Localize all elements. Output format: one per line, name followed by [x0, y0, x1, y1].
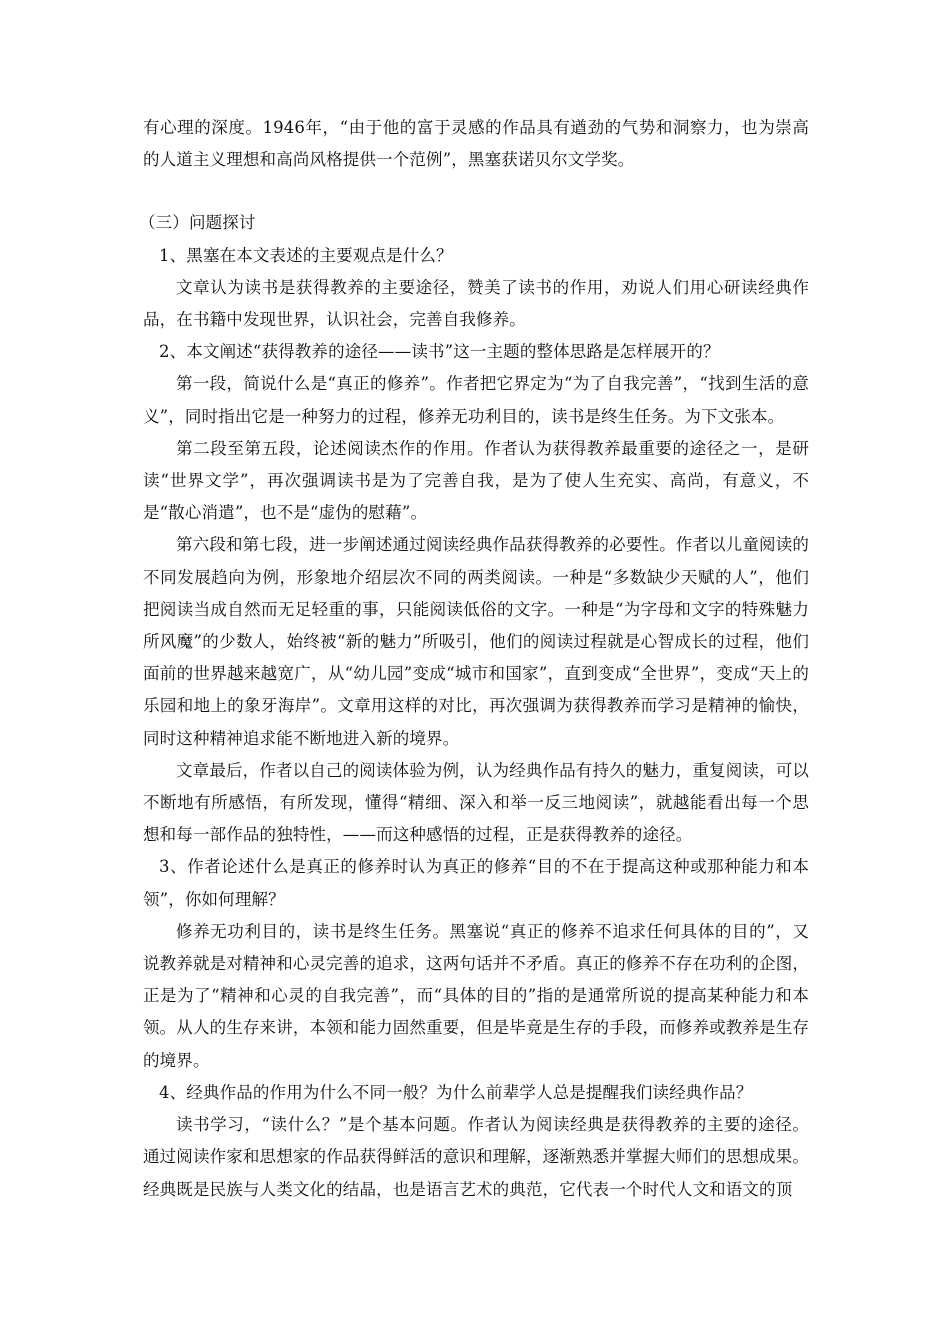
document-page: [139, 112, 809, 1206]
intro-paragraph: 有心理的深度。1946年，“由于他的富于灵感的作品具有遒劲的气势和洞察力，也为崇高的人道主义理想和高尚风格提供一个范例”，黑塞获诺贝尔文学奖。: [143, 118, 809, 170]
answer-3-paragraph: 修养无功利目的，读书是终生任务。黑塞说“真正的修养不追求任何具体的目的”，又说教养就是对精神和心灵完善的追求，这两句话并不矛盾。真正的修养不存在功利的企图，正是为了“精神和心灵的自我完善”，而“具体的目的”指的是通常所说的提高某种能力和本领。从人的生存来讲，本领和能力固然重要，但是毕竟是生存的手段，而修养或教养是生存的境界。: [143, 921, 809, 1070]
answer-2-paragraph-1: 第一段，简说什么是“真正的修养”。作者把它界定为“为了自我完善”，“找到生活的意义”，同时指出它是一种努力的过程，修养无功利目的，读书是终生任务。为下文张本。: [143, 374, 809, 426]
question-4: 4、经典作品的作用为什么不同一般？为什么前辈学人总是提醒我们读经典作品？: [159, 1082, 753, 1102]
question-1: 1、黑塞在本文表述的主要观点是什么？: [159, 245, 453, 265]
answer-4-paragraph: 读书学习，“读什么？”是个基本问题。作者认为阅读经典是获得教养的主要的途径。通过阅读作家和思想家的作品获得鲜活的意识和理解，逐渐熟悉并掌握大师们的思想成果。经典既是民族与人类文化的结晶，也是语言艺术的典范，它代表一个时代人文和语文的顶: [143, 1115, 809, 1199]
section-title: （三）问题探讨: [139, 213, 256, 233]
answer-2-paragraph-3: 第六段和第七段，进一步阐述通过阅读经典作品获得教养的必要性。作者以儿童阅读的不同发展趋向为例，形象地介绍层次不同的两类阅读。一种是“多数缺少天赋的人”，他们把阅读当成自然而无足轻重的事，只能阅读低俗的文字。一种是“为字母和文字的特殊魅力所风魔”的少数人，始终被“新的魅力”所吸引，他们的阅读过程就是心智成长的过程，他们面前的世界越来越宽广，从“幼儿园”变成“城市和国家”，直到变成“全世界”，变成“天上的乐园和地上的象牙海岸”。文章用这样的对比，再次强调为获得教养而学习是精神的愉快，同时这种精神追求能不断地进入新的境界。: [143, 535, 809, 748]
answer-2-paragraph-2: 第二段至第五段，论述阅读杰作的作用。作者认为获得教养最重要的途径之一，是研读“世界文学”，再次强调读书是为了完善自我，是为了使人生充实、高尚，有意义，不是“散心消遣”，也不是“虚伪的慰藉”。: [143, 438, 809, 523]
question-2: 2、本文阐述“获得教养的途径——读书”这一主题的整体思路是怎样展开的？: [159, 342, 720, 362]
answer-2-paragraph-4: 文章最后，作者以自己的阅读体验为例，认为经典作品有持久的魅力，重复阅读，可以不断地有所感悟，有所发现，懂得“精细、深入和举一反三地阅读”，就越能看出每一个思想和每一部作品的独特性，——而这种感悟的过程，正是获得教养的途径。: [143, 760, 809, 845]
question-3: 3、作者论述什么是真正的修养时认为真正的修养“目的不在于提高这种或那种能力和本领”，你如何理解？: [143, 857, 809, 909]
answer-1-paragraph: 文章认为读书是获得教养的主要途径，赞美了读书的作用，劝说人们用心研读经典作品，在书籍中发现世界，认识社会，完善自我修养。: [143, 277, 809, 330]
